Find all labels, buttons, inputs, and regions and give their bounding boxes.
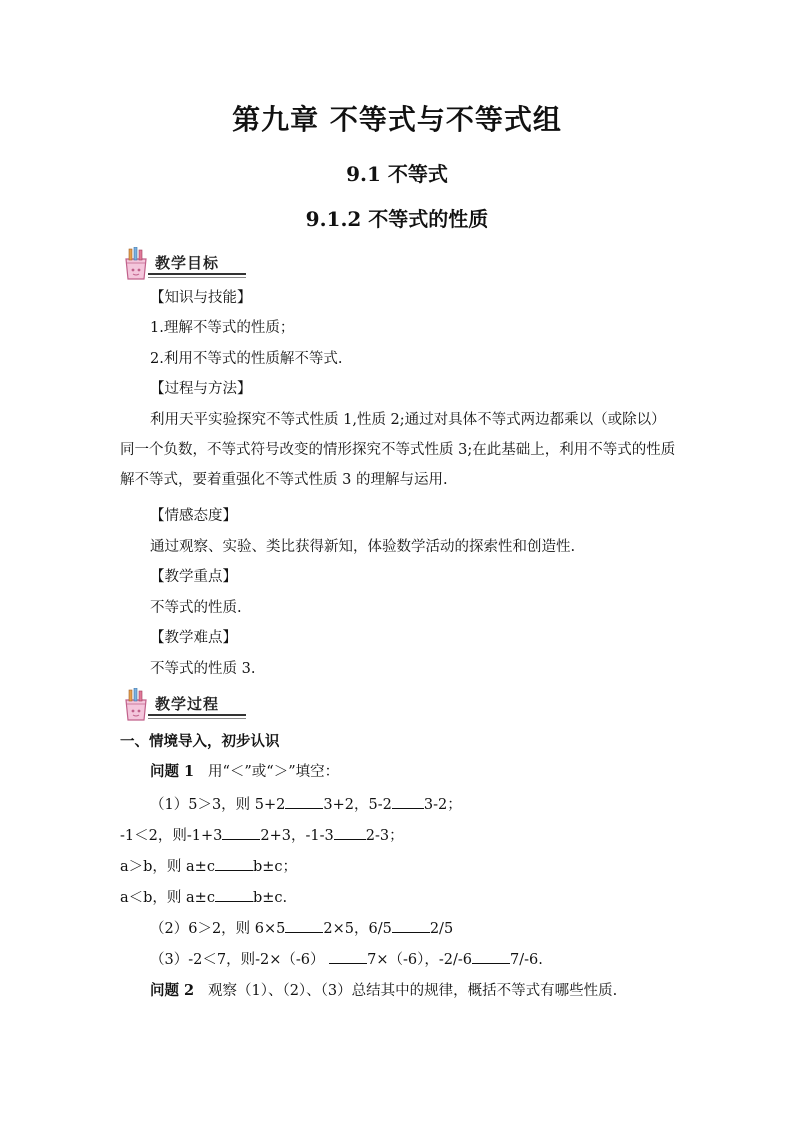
answer-blank[interactable] [285, 794, 323, 809]
section-heading: 一、情境导入，初步认识 [120, 733, 280, 750]
answer-blank[interactable] [334, 825, 366, 840]
section-title: 9.1 不等式 [346, 162, 448, 186]
subsection-title: 9.1.2 不等式的性质 [305, 207, 489, 231]
exercise-text: 7/-6. [509, 952, 543, 968]
exercise-text: （2）6＞2，则 6×5 [150, 921, 286, 937]
exercise-text: 7×（-6），-2/-6 [367, 952, 472, 968]
question-1-text: 用“＜”或“＞”填空： [207, 764, 340, 780]
question-2 [150, 981, 617, 1001]
exercise-row [120, 825, 404, 846]
pencil-cup-icon [118, 688, 154, 722]
badge-underline [148, 714, 246, 716]
exercise-row [150, 794, 462, 815]
attitude-text: 通过观察、实验、类比获得新知，体验数学活动的探索性和创造性. [150, 539, 576, 555]
answer-blank[interactable] [215, 856, 253, 871]
pencil-cup-icon [118, 247, 154, 281]
knowledge-item-1: 1.理解不等式的性质； [150, 320, 295, 336]
process-badge-label: 教学过程 [155, 695, 220, 713]
method-heading: 【过程与方法】 [150, 381, 252, 397]
answer-blank[interactable] [392, 794, 424, 809]
exercise-text: 2-3； [365, 828, 404, 844]
exercise-row [120, 887, 287, 908]
exercise-text: -1＜2，则-1+3 [120, 828, 223, 844]
answer-blank[interactable] [472, 949, 510, 964]
difficulty-heading: 【教学难点】 [150, 630, 237, 646]
exercise-text: a＞b，则 a±c [120, 859, 215, 875]
question-1-label: 问题 1 [150, 763, 195, 780]
exercise-text: （1）5＞3，则 5+2 [150, 797, 286, 813]
question-2-label: 问题 2 [150, 982, 195, 999]
attitude-heading: 【情感态度】 [150, 508, 237, 524]
exercise-text: 2×5，6/5 [323, 921, 392, 937]
question-2-text: 观察（1）、（2）、（3）总结其中的规律，概括不等式有哪些性质. [207, 983, 618, 999]
process-badge [118, 688, 246, 722]
badge-underline-thin [148, 718, 246, 719]
exercise-text: 3+2，5-2 [323, 797, 392, 813]
badge-underline [148, 273, 246, 275]
chapter-title: 第九章 不等式与不等式组 [232, 103, 562, 136]
answer-blank[interactable] [215, 887, 253, 902]
answer-blank[interactable] [285, 918, 323, 933]
exercise-text: 2/5 [429, 921, 454, 937]
answer-blank[interactable] [392, 918, 430, 933]
exercise-text: b±c； [252, 859, 298, 875]
exercise-row [150, 949, 543, 970]
exercise-text: 3-2； [423, 797, 462, 813]
key-point-heading: 【教学重点】 [150, 569, 237, 585]
exercise-text: a＜b，则 a±c [120, 890, 215, 906]
badge-underline-thin [148, 277, 246, 278]
objectives-badge [118, 247, 246, 281]
exercise-row [120, 856, 297, 877]
answer-blank[interactable] [329, 949, 367, 964]
answer-blank[interactable] [222, 825, 260, 840]
question-1 [150, 762, 339, 782]
knowledge-heading: 【知识与技能】 [150, 290, 252, 306]
key-point-text: 不等式的性质. [150, 600, 242, 616]
exercise-text: b±c. [252, 890, 288, 906]
knowledge-item-2: 2.利用不等式的性质解不等式. [150, 351, 343, 367]
exercise-text: 2+3，-1-3 [260, 828, 334, 844]
objectives-badge-label: 教学目标 [155, 254, 220, 272]
exercise-text: （3）-2＜7，则-2×（-6） [150, 952, 325, 968]
method-paragraph: 利用天平实验探究不等式性质 1,性质 2;通过对具体不等式两边都乘以（或除以）同一个负数，不等式符号改变的情形探究不等式性质 3;在此基础上，利用不等式的性质解不等式，要着重强化不等式性质 3 的理解与运用. [120, 412, 676, 488]
difficulty-text: 不等式的性质 3. [150, 661, 256, 677]
exercise-row [150, 918, 453, 939]
